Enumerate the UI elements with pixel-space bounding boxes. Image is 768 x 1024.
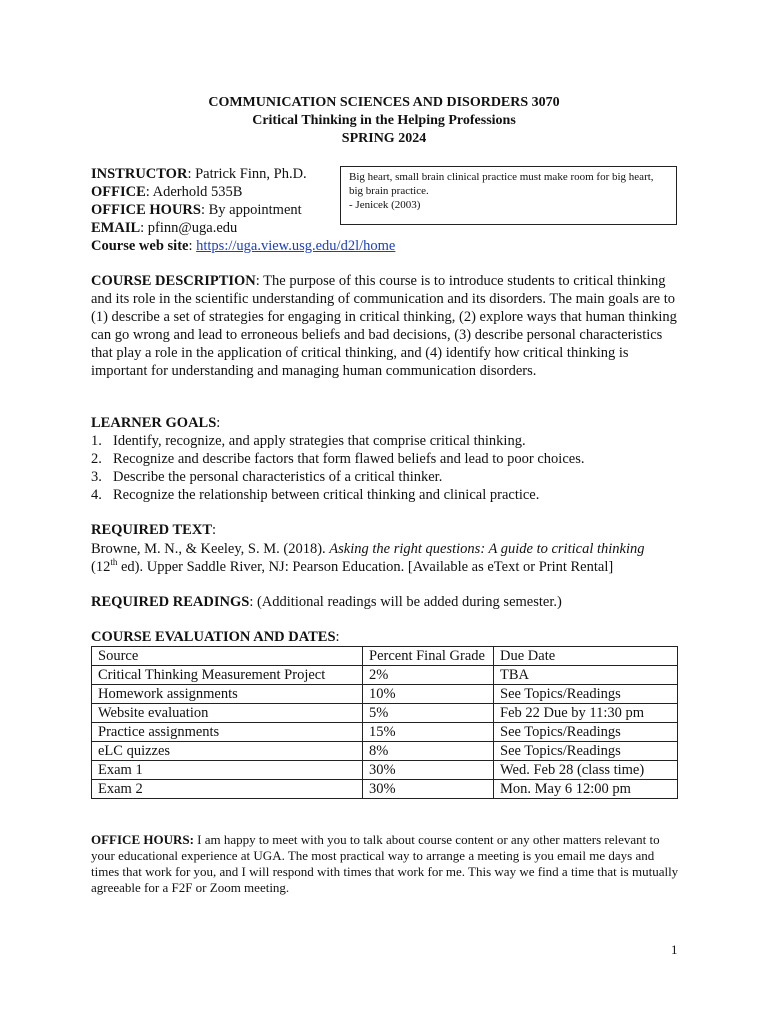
goal-text: Identify, recognize, and apply strategies that comprise critical thinking. — [113, 433, 526, 449]
cell-due: See Topics/Readings — [494, 685, 678, 704]
course-description-label: COURSE DESCRIPTION — [91, 273, 256, 289]
goal-number: 1. — [91, 433, 102, 449]
required-text-citation-2 — [91, 558, 613, 576]
course-description — [91, 272, 686, 380]
evaluation-table — [91, 646, 678, 799]
table-row — [92, 704, 678, 723]
website-label: Course web site — [91, 238, 189, 254]
office-hours-label: OFFICE HOURS — [91, 202, 201, 218]
table-header-row — [92, 647, 678, 666]
website-sep: : — [188, 238, 197, 254]
office-value: : Aderhold 535B — [145, 184, 243, 200]
quote-line-2: big brain practice. — [349, 185, 429, 197]
course-title-heading: Critical Thinking in the Helping Professions — [252, 113, 516, 128]
office-hours-line — [91, 201, 302, 219]
goal-number: 3. — [91, 469, 102, 485]
course-website-link[interactable]: https://uga.view.usg.edu/d2l/home — [196, 238, 396, 254]
term-heading: SPRING 2024 — [341, 131, 427, 146]
required-readings-label: REQUIRED READINGS — [91, 594, 250, 610]
cell-source: Critical Thinking Measurement Project — [92, 666, 363, 685]
required-text-colon: : — [212, 522, 217, 538]
table-row — [92, 685, 678, 704]
email-label: EMAIL — [91, 220, 141, 236]
cell-due: TBA — [494, 666, 678, 685]
citation-book-title: Asking the right questions: A guide to critical thinking — [329, 541, 645, 557]
office-hours-paragraph-label: OFFICE HOURS: — [91, 832, 194, 847]
list-item — [91, 432, 691, 450]
table-row — [92, 742, 678, 761]
list-item — [91, 450, 691, 468]
cell-due: Feb 22 Due by 11:30 pm — [494, 704, 678, 723]
cell-percent: 15% — [363, 723, 494, 742]
required-text-heading — [91, 521, 216, 539]
cell-due: Mon. May 6 12:00 pm — [494, 780, 678, 799]
learner-goals-heading — [91, 414, 220, 432]
instructor-value: : Patrick Finn, Ph.D. — [187, 166, 307, 182]
course-evaluation-heading — [91, 628, 340, 646]
cell-source: Exam 1 — [92, 761, 363, 780]
office-hours-paragraph-text: I am happy to meet with you to talk about course content or any other matters relevant to your educational experience at UGA. The most practical way to arrange a meeting is you email me days and times that work for you, and I will respond with times that work for me. This way we find a time that is mutually agreeable for a F2F or Zoom meeting. — [91, 832, 679, 895]
learner-goals-label: LEARNER GOALS — [91, 415, 217, 431]
goal-number: 4. — [91, 487, 102, 503]
cell-percent: 30% — [363, 761, 494, 780]
table-row — [92, 666, 678, 685]
quote-line-1: Big heart, small brain clinical practice must make room for big heart, — [349, 171, 654, 183]
citation-authors: Browne, M. N., & Keeley, S. M. (2018). — [91, 541, 330, 557]
cell-source: eLC quizzes — [92, 742, 363, 761]
course-evaluation-colon: : — [335, 629, 340, 645]
cell-due: Wed. Feb 28 (class time) — [494, 761, 678, 780]
instructor-line — [91, 165, 307, 183]
cell-due: See Topics/Readings — [494, 723, 678, 742]
cell-percent: 30% — [363, 780, 494, 799]
page-number: 1 — [671, 942, 678, 957]
cell-percent: 5% — [363, 704, 494, 723]
cell-source: Exam 2 — [92, 780, 363, 799]
course-evaluation-label: COURSE EVALUATION AND DATES — [91, 629, 336, 645]
cell-percent: 2% — [363, 666, 494, 685]
cell-source: Practice assignments — [92, 723, 363, 742]
list-item — [91, 486, 691, 504]
office-hours-paragraph — [91, 832, 681, 896]
goal-text: Recognize and describe factors that form flawed beliefs and lead to poor choices. — [113, 451, 585, 467]
goal-number: 2. — [91, 451, 102, 467]
required-text-citation-1 — [91, 540, 645, 558]
email-line — [91, 219, 237, 237]
goal-text: Recognize the relationship between critical thinking and clinical practice. — [113, 487, 540, 503]
course-number-heading: COMMUNICATION SCIENCES AND DISORDERS 3070 — [208, 95, 560, 110]
table-row — [92, 723, 678, 742]
required-readings-text: : (Additional readings will be added during semester.) — [249, 594, 562, 610]
citation-edition-sup: th — [110, 557, 118, 568]
header-percent: Percent Final Grade — [363, 647, 494, 666]
citation-edition-rest: ed). Upper Saddle River, NJ: Pearson Education. [Available as eText or Print Rental] — [117, 559, 614, 575]
cell-due: See Topics/Readings — [494, 742, 678, 761]
instructor-label: INSTRUCTOR — [91, 166, 188, 182]
quote-box — [340, 166, 677, 225]
list-item — [91, 468, 691, 486]
office-line — [91, 183, 242, 201]
learner-goals-colon: : — [216, 415, 221, 431]
office-label: OFFICE — [91, 184, 146, 200]
quote-attribution: - Jenicek (2003) — [349, 199, 421, 211]
office-hours-value: : By appointment — [200, 202, 302, 218]
website-line — [91, 237, 395, 255]
cell-source: Homework assignments — [92, 685, 363, 704]
citation-edition-open: (12 — [91, 559, 111, 575]
required-readings-line — [91, 593, 562, 611]
course-description-text: : The purpose of this course is to introduce students to critical thinking and its role in the scientific understanding of communication and its disorders. The main goals are to (1) describe a set of strategies for engaging in critical thinking, (2) explore ways that human thinking can go wrong and lead to erroneous beliefs and bad decisions, (3) describe personal characteristics that play a role in the application of critical thinking, and (4) identify how critical thinking is important for understanding and managing human communication disorders. — [91, 273, 677, 379]
learner-goals-list — [91, 432, 691, 504]
cell-percent: 8% — [363, 742, 494, 761]
table-row — [92, 780, 678, 799]
cell-percent: 10% — [363, 685, 494, 704]
header-due-date: Due Date — [494, 647, 678, 666]
email-value: : pfinn@uga.edu — [140, 220, 238, 236]
goal-text: Describe the personal characteristics of a critical thinker. — [113, 469, 443, 485]
required-text-label: REQUIRED TEXT — [91, 522, 212, 538]
table-row — [92, 761, 678, 780]
header-source: Source — [92, 647, 363, 666]
cell-source: Website evaluation — [92, 704, 363, 723]
